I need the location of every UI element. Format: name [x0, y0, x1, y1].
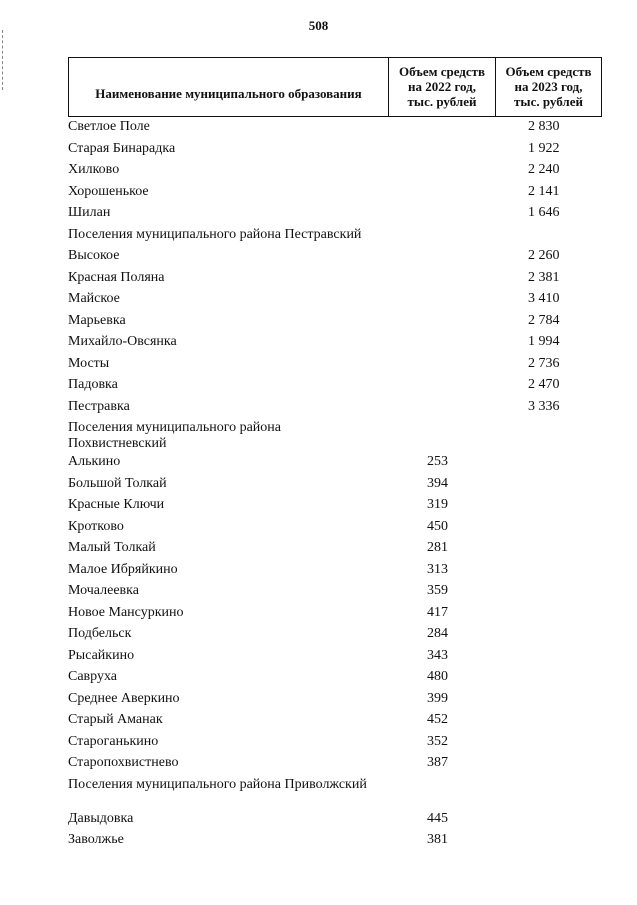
- section-row: [68, 774, 602, 808]
- header-2022-line: Объем средств: [398, 64, 486, 79]
- table-row: [68, 623, 602, 645]
- table-row: [68, 666, 602, 688]
- table-row: [68, 731, 602, 753]
- section-heading: Поселения муниципального района Приволжский: [68, 776, 367, 792]
- municipality-name: Старая Бинарадка: [68, 140, 176, 156]
- municipality-name: Подбельск: [68, 626, 132, 641]
- value-2022: 399: [427, 690, 448, 706]
- table-header: [68, 57, 602, 117]
- value-2022: 253: [427, 454, 448, 469]
- section-heading: Поселения муниципального района Пестравский: [68, 226, 362, 242]
- table-row: [68, 202, 602, 224]
- section-row: [68, 224, 602, 246]
- municipality-name: Малый Толкай: [68, 540, 156, 555]
- table-row: [68, 559, 602, 581]
- municipality-name: Заволжье: [68, 832, 124, 847]
- value-2022: 445: [427, 810, 448, 826]
- municipality-name: Шилан: [68, 205, 111, 220]
- table-row: [68, 602, 602, 624]
- municipality-name: Падовка: [68, 377, 118, 392]
- table-row: [68, 580, 602, 602]
- municipality-name: Рысайкино: [68, 647, 135, 663]
- value-2022: 313: [427, 561, 448, 577]
- table-row: [68, 396, 602, 418]
- municipality-name: Староганькино: [68, 733, 159, 749]
- municipality-name: Марьевка: [68, 312, 126, 328]
- value-2023: 2 830: [528, 119, 560, 134]
- table-row: [68, 374, 602, 396]
- municipality-name: Старопохвистнево: [68, 755, 179, 770]
- municipality-name: Старый Аманак: [68, 712, 163, 727]
- value-2022: 284: [427, 626, 448, 641]
- municipality-name: Савруха: [68, 669, 118, 684]
- table-row: [68, 159, 602, 181]
- table-row: [68, 353, 602, 375]
- value-2023: 1 994: [528, 334, 560, 349]
- municipality-name: Новое Мансуркино: [68, 604, 184, 620]
- table-row: [68, 516, 602, 538]
- value-2023: 3 410: [528, 291, 560, 306]
- municipality-name: Высокое: [68, 248, 120, 263]
- value-2022: 417: [427, 604, 448, 620]
- municipality-name: Светлое Поле: [68, 119, 150, 134]
- header-2023-column: [496, 58, 601, 116]
- table-row: [68, 451, 602, 473]
- header-2022-line: на 2022 год,: [407, 79, 477, 94]
- table-row: [68, 473, 602, 495]
- header-2023-line: Объем средств: [505, 64, 592, 79]
- table-row: [68, 494, 602, 516]
- header-2023-line: тыс. рублей: [514, 94, 583, 109]
- header-2023-line: на 2023 год,: [514, 79, 583, 94]
- value-2022: 352: [427, 733, 448, 749]
- value-2022: 450: [427, 518, 448, 534]
- municipality-name: Красная Поляна: [68, 269, 165, 285]
- municipality-name: Хилково: [68, 162, 120, 177]
- municipality-name: Хорошенькое: [68, 183, 149, 199]
- municipality-name: Большой Толкай: [68, 475, 167, 491]
- table-row: [68, 688, 602, 710]
- municipality-name: Пестравка: [68, 398, 130, 414]
- municipality-name: Давыдовка: [68, 810, 134, 826]
- value-2022: 452: [427, 712, 448, 727]
- table-body: [68, 116, 602, 851]
- municipality-name: Мосты: [68, 355, 110, 371]
- table-row: [68, 181, 602, 203]
- table-row: [68, 829, 602, 851]
- value-2023: 2 784: [528, 312, 560, 328]
- table-row: [68, 331, 602, 353]
- table-row: [68, 245, 602, 267]
- table-row: [68, 310, 602, 332]
- value-2022: 343: [427, 647, 448, 663]
- municipality-name: Мочалеевка: [68, 583, 139, 598]
- value-2022: 359: [427, 583, 448, 598]
- page-number: 508: [308, 18, 329, 33]
- section-heading: Поселения муниципального района Похвистневский: [68, 420, 282, 451]
- municipality-name: Михайло-Овсянка: [68, 334, 177, 349]
- table-row: [68, 116, 602, 138]
- section-row: [68, 417, 602, 451]
- table-row: [68, 288, 602, 310]
- value-2022: 387: [427, 755, 448, 770]
- table-row: [68, 138, 602, 160]
- value-2023: 2 736: [528, 355, 560, 371]
- value-2023: 1 922: [528, 140, 560, 156]
- value-2023: 2 260: [528, 248, 560, 263]
- table-row: [68, 709, 602, 731]
- value-2023: 3 336: [528, 398, 560, 414]
- value-2022: 381: [427, 832, 448, 847]
- header-2022-column: [389, 58, 496, 116]
- value-2023: 2 470: [528, 377, 560, 392]
- municipality-name: Кротково: [68, 518, 124, 534]
- margin-binding-mark: [2, 30, 4, 90]
- value-2023: 2 240: [528, 162, 560, 177]
- value-2022: 480: [427, 669, 448, 684]
- municipality-name: Красные Ключи: [68, 497, 165, 512]
- value-2022: 319: [427, 497, 448, 512]
- table-row: [68, 808, 602, 830]
- table-row: [68, 752, 602, 774]
- value-2022: 394: [427, 475, 448, 491]
- value-2022: 281: [427, 540, 448, 555]
- value-2023: 1 646: [528, 205, 560, 220]
- municipality-name: Алькино: [68, 454, 121, 469]
- municipality-name: Среднее Аверкино: [68, 690, 180, 706]
- table-row: [68, 267, 602, 289]
- value-2023: 2 141: [528, 183, 560, 199]
- table-row: [68, 537, 602, 559]
- value-2023: 2 381: [528, 269, 560, 285]
- header-name-column: Наименование муниципального образования: [69, 58, 389, 116]
- table-row: [68, 645, 602, 667]
- municipality-name: Майское: [68, 291, 120, 306]
- municipality-name: Малое Ибряйкино: [68, 561, 178, 577]
- header-2022-line: тыс. рублей: [407, 94, 477, 109]
